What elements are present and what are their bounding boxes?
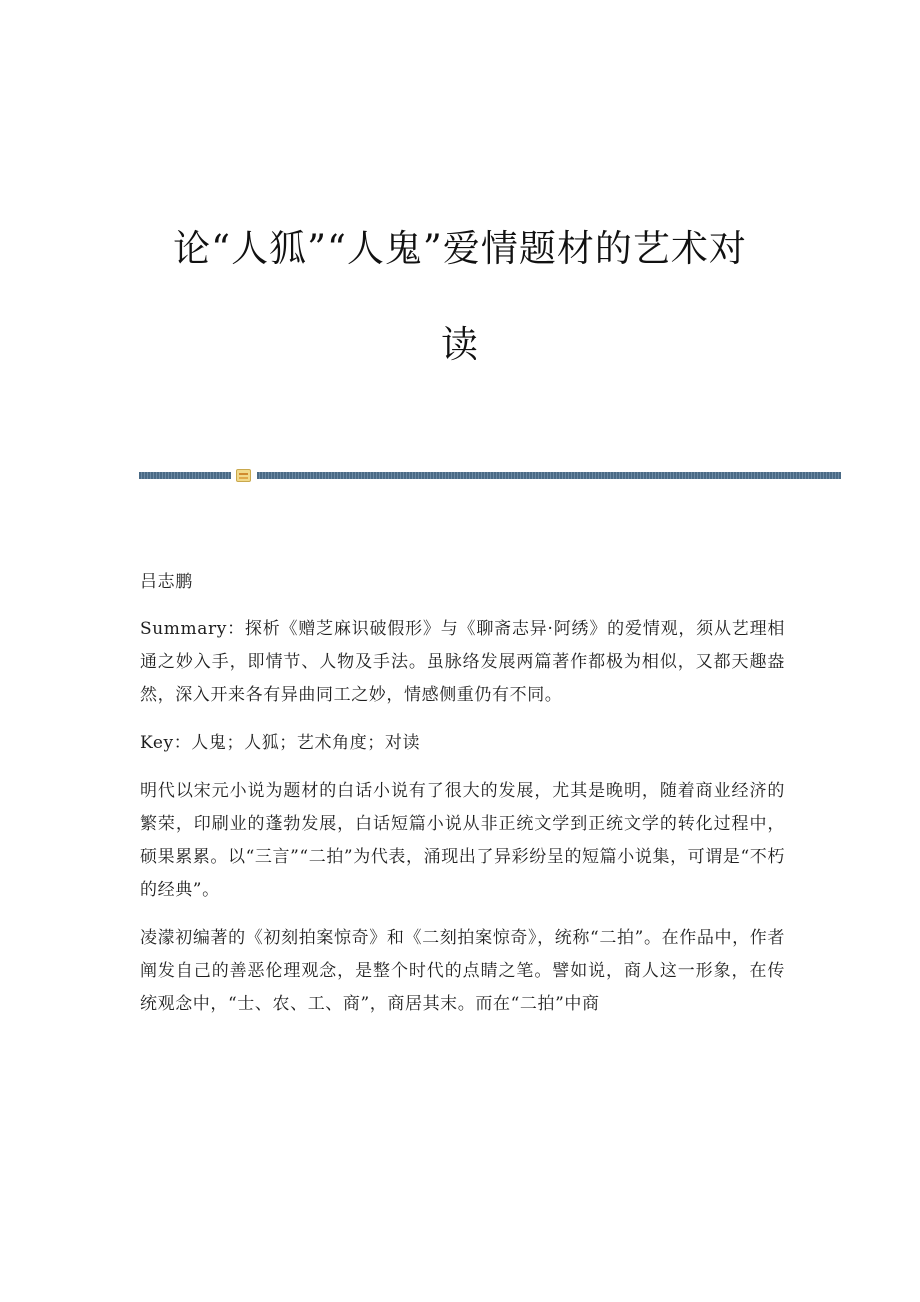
document-title-line-2: 读 xyxy=(441,323,479,366)
divider-bar-right xyxy=(257,472,841,479)
author-name: 吕志鹏 xyxy=(140,572,193,592)
divider-ornament-icon xyxy=(236,469,251,482)
keywords-paragraph: Key：人鬼；人狐；艺术角度；对读 xyxy=(140,733,421,753)
document-body xyxy=(140,566,785,1036)
document-title-line-1: 论“人狐”“人鬼”爱情题材的艺术对 xyxy=(173,227,747,270)
body-paragraph-1: 明代以宋元小说为题材的白话小说有了很大的发展，尤其是晚明，随着商业经济的繁荣，印刷业的蓬勃发展，白话短篇小说从非正统文学到正统文学的转化过程中，硕果累累。以“三言”“二拍”为代表，涌现出了异彩纷呈的短篇小说集，可谓是“不朽的经典”。 xyxy=(140,781,785,900)
body-paragraph-2: 凌濛初编著的《初刻拍案惊奇》和《二刻拍案惊奇》，统称“二拍”。在作品中，作者阐发自己的善恶伦理观念，是整个时代的点睛之笔。譬如说，商人这一形象，在传统观念中，“士、农、工、商”，商居其末。而在“二拍”中商 xyxy=(140,928,785,1014)
title-divider xyxy=(139,469,841,483)
divider-bar-left xyxy=(139,472,231,479)
summary-paragraph: Summary：探析《赠芝麻识破假形》与《聊斋志异·阿绣》的爱情观，须从艺理相通之妙入手，即情节、人物及手法。虽脉络发展两篇著作都极为相似，又都天趣盎然，深入开来各有异曲同工之妙，情感侧重仍有不同。 xyxy=(140,619,785,705)
